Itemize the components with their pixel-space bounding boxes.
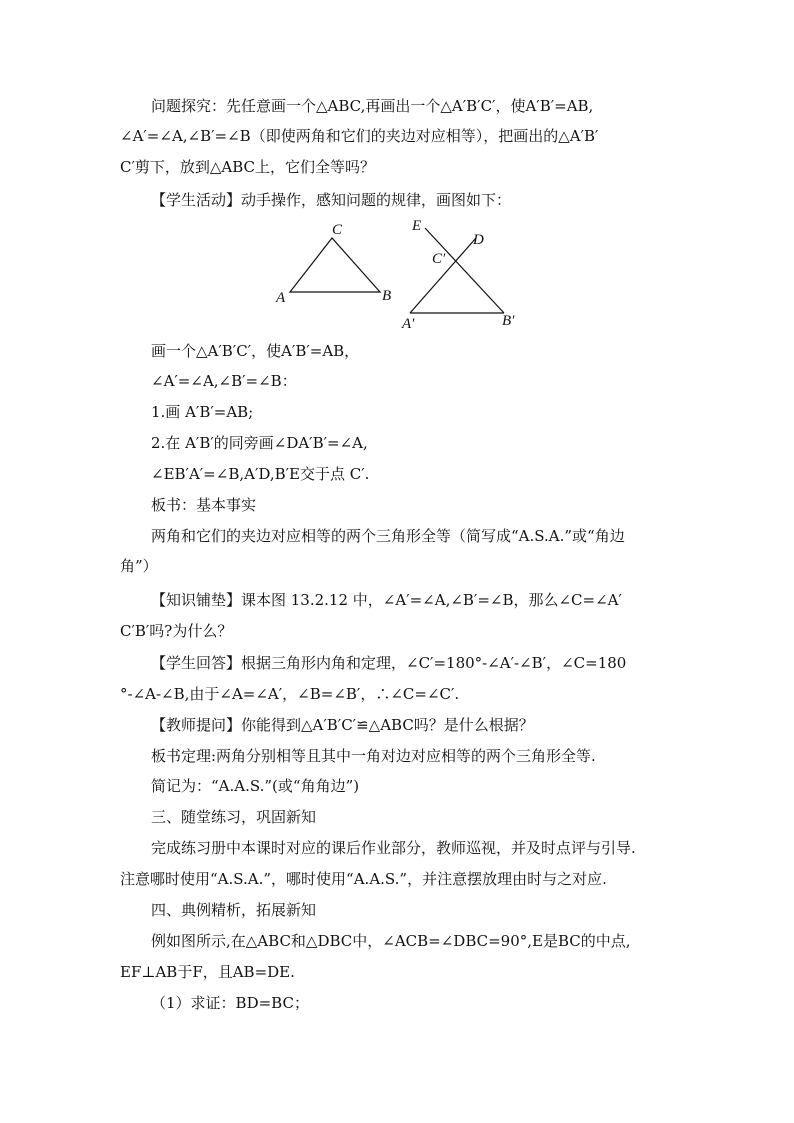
step-line: ∠A′=∠A,∠B′=∠B：: [151, 372, 297, 390]
text-line: C′B′吗?为什么？: [120, 622, 233, 640]
label-c: C: [332, 222, 343, 238]
triangle-construction-figure: [270, 218, 530, 333]
text-line: 问题探究：先任意画一个△ABC,再画出一个△A′B′C′，使A′B′=AB,: [151, 97, 594, 115]
label-c-prime: C′: [432, 251, 446, 267]
step-line: 画一个△A′B′C′，使A′B′=AB，: [151, 342, 360, 360]
student-activity-line: 【学生活动】动手操作，感知问题的规律，画图如下：: [151, 191, 512, 209]
label-d: D: [473, 232, 484, 248]
teacher-question: 【教师提问】你能得到△A′B′C′≌△ABC吗？是什么根据？: [151, 716, 534, 734]
board-basic-fact: 板书：基本事实: [151, 496, 257, 514]
text-line: °-∠A-∠B,由于∠A=∠A′，∠B=∠B′，∴∠C=∠C′.: [120, 685, 460, 703]
text-line: 【知识铺垫】课本图 13.2.12 中，∠A′=∠A,∠B′=∠B，那么∠C=∠A′: [151, 591, 622, 609]
text-line: C′剪下，放到△ABC上，它们全等吗？: [120, 158, 376, 176]
text-line: 两角和它们的夹边对应相等的两个三角形全等（简写成“A.S.A.”或“角边: [151, 527, 625, 545]
text-line: 角”）: [120, 557, 158, 575]
label-b-prime: B′: [502, 313, 515, 329]
abbrev-line: 简记为：“A.A.S.”(或“角角边”): [151, 777, 360, 795]
step-line: 2.在 A′B′的同旁画∠DA′B′=∠A,: [151, 434, 368, 452]
text-line: EF⊥AB于F，且AB=DE.: [120, 963, 295, 981]
step-line: 1.画 A′B′=AB;: [151, 403, 254, 421]
text-line: ∠A′=∠A,∠B′=∠B（即使两角和它们的夹边对应相等），把画出的△A′B′: [120, 127, 599, 145]
label-e: E: [412, 218, 422, 234]
line-b-prime-e: [425, 228, 504, 313]
question-1: （1）求证：BD=BC；: [151, 994, 309, 1012]
theorem-line: 板书定理:两角分别相等且其中一角对边对应相等的两个三角形全等.: [151, 747, 596, 765]
text-line: 例如图所示,在△ABC和△DBC中，∠ACB=∠DBC=90°,E是BC的中点,: [151, 932, 631, 950]
section-heading: 四、典例精析，拓展新知: [151, 901, 317, 919]
label-a-prime: A′: [402, 316, 415, 332]
line-a-prime-d: [410, 238, 476, 313]
text-line: 注意哪时使用“A.S.A.”，哪时使用“A.A.S.”，并注意摆放理由时与之对应.: [120, 870, 607, 888]
text-line: 完成练习册中本课时对应的课后作业部分，教师巡视，并及时点评与引导.: [151, 839, 636, 857]
step-line: ∠EB′A′=∠B,A′D,B′E交于点 C′.: [151, 465, 370, 483]
section-heading: 三、随堂练习，巩固新知: [151, 808, 317, 826]
triangle-abc: [290, 238, 380, 292]
text-line: 【学生回答】根据三角形内角和定理，∠C′=180°-∠A′-∠B′，∠C=180: [151, 654, 627, 672]
label-a: A: [276, 290, 286, 306]
label-b: B: [382, 288, 392, 304]
